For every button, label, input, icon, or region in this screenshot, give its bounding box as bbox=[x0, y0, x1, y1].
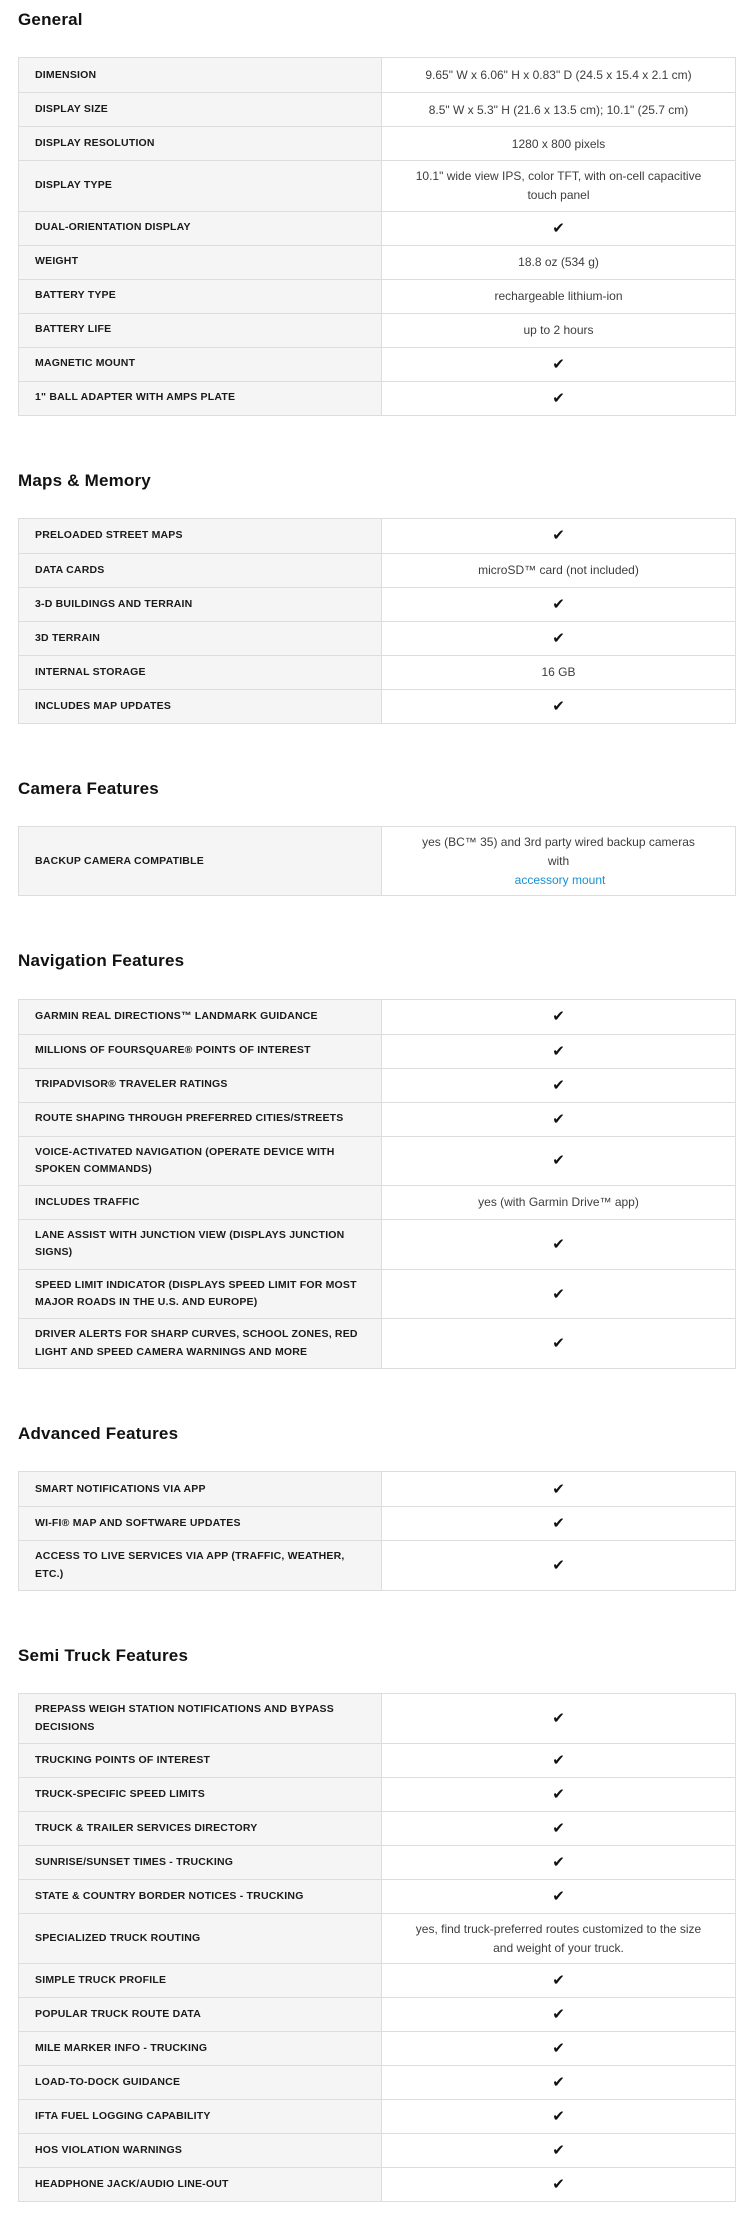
check-icon: ✔ bbox=[552, 2176, 565, 2194]
check-icon: ✔ bbox=[552, 1042, 565, 1060]
spec-label: SIMPLE TRUCK PROFILE bbox=[19, 1964, 382, 1997]
spec-value bbox=[382, 656, 735, 689]
spec-table bbox=[18, 1693, 736, 2202]
spec-value bbox=[382, 1270, 735, 1319]
section-title: Camera Features bbox=[18, 778, 159, 798]
spec-row bbox=[19, 519, 735, 553]
spec-row bbox=[19, 381, 735, 415]
spec-value bbox=[382, 212, 735, 245]
spec-value bbox=[382, 827, 735, 895]
check-icon: ✔ bbox=[552, 1888, 565, 1906]
spec-row bbox=[19, 1318, 735, 1368]
spec-row bbox=[19, 160, 735, 210]
spec-row bbox=[19, 2167, 735, 2201]
check-icon: ✔ bbox=[552, 2074, 565, 2092]
check-icon: ✔ bbox=[552, 1110, 565, 1128]
check-icon: ✔ bbox=[552, 2142, 565, 2160]
spec-row bbox=[19, 1913, 735, 1963]
spec-value-text: yes, find truck-preferred routes customized to the size and weight of your truck. bbox=[415, 1922, 702, 1955]
section-title: Maps & Memory bbox=[18, 470, 151, 490]
check-icon: ✔ bbox=[552, 1786, 565, 1804]
spec-value-text: yes (BC™ 35) and 3rd party wired backup cameras with bbox=[422, 835, 695, 868]
spec-row bbox=[19, 1777, 735, 1811]
spec-label: PRELOADED STREET MAPS bbox=[19, 519, 382, 553]
check-icon: ✔ bbox=[552, 389, 565, 407]
spec-label: 1" BALL ADAPTER WITH AMPS PLATE bbox=[19, 382, 382, 415]
spec-row bbox=[19, 553, 735, 587]
spec-row bbox=[19, 1506, 735, 1540]
spec-value bbox=[382, 1220, 735, 1269]
spec-row bbox=[19, 58, 735, 92]
spec-label: STATE & COUNTRY BORDER NOTICES - TRUCKING bbox=[19, 1880, 382, 1913]
spec-label: DISPLAY RESOLUTION bbox=[19, 127, 382, 160]
spec-value-text: 8.5" W x 5.3" H (21.6 x 13.5 cm); 10.1" (25.7 cm) bbox=[428, 102, 689, 117]
check-icon: ✔ bbox=[552, 1235, 565, 1253]
spec-table bbox=[18, 518, 736, 724]
check-icon: ✔ bbox=[552, 2108, 565, 2126]
spec-row bbox=[19, 313, 735, 347]
spec-label: INCLUDES MAP UPDATES bbox=[19, 690, 382, 723]
spec-label: TRUCK-SPECIFIC SPEED LIMITS bbox=[19, 1778, 382, 1811]
spec-row bbox=[19, 621, 735, 655]
section-title: General bbox=[18, 10, 83, 29]
spec-row bbox=[19, 1743, 735, 1777]
spec-sections bbox=[18, 10, 736, 2202]
spec-row bbox=[19, 1694, 735, 1743]
spec-value bbox=[382, 1103, 735, 1136]
spec-label: ROUTE SHAPING THROUGH PREFERRED CITIES/STREETS bbox=[19, 1103, 382, 1136]
spec-value bbox=[382, 1694, 735, 1743]
spec-label: MAGNETIC MOUNT bbox=[19, 348, 382, 381]
check-icon: ✔ bbox=[552, 2040, 565, 2058]
spec-row bbox=[19, 1997, 735, 2031]
spec-value-text: yes (with Garmin Drive™ app) bbox=[478, 1195, 639, 1210]
spec-label: WEIGHT bbox=[19, 246, 382, 279]
spec-label: PREPASS WEIGH STATION NOTIFICATIONS AND BYPASS DECISIONS bbox=[19, 1694, 382, 1743]
check-icon: ✔ bbox=[552, 595, 565, 613]
spec-row bbox=[19, 1219, 735, 1269]
spec-label: SUNRISE/SUNSET TIMES - TRUCKING bbox=[19, 1846, 382, 1879]
check-icon: ✔ bbox=[552, 2006, 565, 2024]
spec-value bbox=[382, 1744, 735, 1777]
spec-row bbox=[19, 92, 735, 126]
spec-value bbox=[382, 161, 735, 210]
spec-row bbox=[19, 1845, 735, 1879]
spec-row bbox=[19, 126, 735, 160]
spec-row bbox=[19, 1472, 735, 1506]
spec-value-text: rechargeable lithium-ion bbox=[494, 288, 623, 303]
spec-row bbox=[19, 1034, 735, 1068]
spec-label: TRUCK & TRAILER SERVICES DIRECTORY bbox=[19, 1812, 382, 1845]
spec-value bbox=[382, 1812, 735, 1845]
spec-label: DRIVER ALERTS FOR SHARP CURVES, SCHOOL ZONES, RED LIGHT AND SPEED CAMERA WARNINGS AND MORE bbox=[19, 1319, 382, 1368]
spec-row bbox=[19, 1540, 735, 1590]
spec-label: INCLUDES TRAFFIC bbox=[19, 1186, 382, 1219]
spec-value-text: 9.65" W x 6.06" H x 0.83" D (24.5 x 15.4 x 2.1 cm) bbox=[425, 68, 692, 83]
spec-label: TRUCKING POINTS OF INTEREST bbox=[19, 1744, 382, 1777]
spec-row bbox=[19, 1269, 735, 1319]
spec-row bbox=[19, 1000, 735, 1034]
spec-label: DIMENSION bbox=[19, 58, 382, 92]
spec-value bbox=[382, 2032, 735, 2065]
accessory-mount-link[interactable]: accessory mount bbox=[514, 872, 606, 887]
spec-label: MILE MARKER INFO - TRUCKING bbox=[19, 2032, 382, 2065]
spec-value bbox=[382, 2134, 735, 2167]
spec-value bbox=[382, 622, 735, 655]
spec-value bbox=[382, 1186, 735, 1219]
check-icon: ✔ bbox=[552, 1820, 565, 1838]
spec-label: SMART NOTIFICATIONS VIA APP bbox=[19, 1472, 382, 1506]
spec-section bbox=[18, 471, 736, 724]
spec-row bbox=[19, 1879, 735, 1913]
spec-label: GARMIN REAL DIRECTIONS™ LANDMARK GUIDANCE bbox=[19, 1000, 382, 1034]
spec-label: IFTA FUEL LOGGING CAPABILITY bbox=[19, 2100, 382, 2133]
spec-row bbox=[19, 689, 735, 723]
spec-label: 3D TERRAIN bbox=[19, 622, 382, 655]
spec-value bbox=[382, 2100, 735, 2133]
spec-label: INTERNAL STORAGE bbox=[19, 656, 382, 689]
check-icon: ✔ bbox=[552, 697, 565, 715]
spec-table bbox=[18, 1471, 736, 1591]
spec-value bbox=[382, 1069, 735, 1102]
spec-label: POPULAR TRUCK ROUTE DATA bbox=[19, 1998, 382, 2031]
spec-value-text: 18.8 oz (534 g) bbox=[518, 254, 599, 269]
spec-row bbox=[19, 279, 735, 313]
spec-label: VOICE-ACTIVATED NAVIGATION (OPERATE DEVICE WITH SPOKEN COMMANDS) bbox=[19, 1137, 382, 1186]
spec-row bbox=[19, 1068, 735, 1102]
spec-value bbox=[382, 1846, 735, 1879]
spec-row bbox=[19, 245, 735, 279]
spec-label: DISPLAY SIZE bbox=[19, 93, 382, 126]
check-icon: ✔ bbox=[552, 1335, 565, 1353]
spec-value bbox=[382, 690, 735, 723]
spec-label: SPECIALIZED TRUCK ROUTING bbox=[19, 1914, 382, 1963]
spec-value bbox=[382, 1472, 735, 1506]
spec-value bbox=[382, 348, 735, 381]
spec-section bbox=[18, 1424, 736, 1591]
check-icon: ✔ bbox=[552, 527, 565, 545]
spec-value bbox=[382, 127, 735, 160]
check-icon: ✔ bbox=[552, 1008, 565, 1026]
spec-label: DISPLAY TYPE bbox=[19, 161, 382, 210]
spec-value bbox=[382, 1964, 735, 1997]
check-icon: ✔ bbox=[552, 1972, 565, 1990]
spec-value bbox=[382, 382, 735, 415]
spec-value bbox=[382, 1998, 735, 2031]
spec-value bbox=[382, 93, 735, 126]
spec-value-text: 10.1" wide view IPS, color TFT, with on-cell capacitive touch panel bbox=[415, 169, 702, 202]
spec-row bbox=[19, 347, 735, 381]
spec-row bbox=[19, 827, 735, 895]
spec-value-text: 16 GB bbox=[541, 665, 576, 680]
spec-section bbox=[18, 10, 736, 416]
spec-value bbox=[382, 1000, 735, 1034]
spec-value bbox=[382, 280, 735, 313]
spec-label: MILLIONS OF FOURSQUARE® POINTS OF INTEREST bbox=[19, 1035, 382, 1068]
check-icon: ✔ bbox=[552, 1557, 565, 1575]
spec-row bbox=[19, 2065, 735, 2099]
check-icon: ✔ bbox=[552, 1480, 565, 1498]
spec-value bbox=[382, 1035, 735, 1068]
spec-section bbox=[18, 951, 736, 1369]
spec-label: TRIPADVISOR® TRAVELER RATINGS bbox=[19, 1069, 382, 1102]
spec-value bbox=[382, 1541, 735, 1590]
spec-value bbox=[382, 1507, 735, 1540]
spec-value-text: microSD™ card (not included) bbox=[478, 563, 639, 578]
spec-label: 3-D BUILDINGS AND TERRAIN bbox=[19, 588, 382, 621]
spec-value bbox=[382, 246, 735, 279]
spec-section bbox=[18, 779, 736, 896]
spec-row bbox=[19, 1102, 735, 1136]
check-icon: ✔ bbox=[552, 1710, 565, 1728]
spec-table bbox=[18, 57, 736, 415]
spec-value bbox=[382, 2066, 735, 2099]
spec-label: BATTERY TYPE bbox=[19, 280, 382, 313]
spec-label: BACKUP CAMERA COMPATIBLE bbox=[19, 827, 382, 895]
spec-value bbox=[382, 1137, 735, 1186]
spec-label: LANE ASSIST WITH JUNCTION VIEW (DISPLAYS JUNCTION SIGNS) bbox=[19, 1220, 382, 1269]
spec-row bbox=[19, 587, 735, 621]
spec-label: DUAL-ORIENTATION DISPLAY bbox=[19, 212, 382, 245]
spec-section bbox=[18, 1646, 736, 2202]
check-icon: ✔ bbox=[552, 1285, 565, 1303]
spec-table bbox=[18, 826, 736, 896]
spec-value bbox=[382, 1914, 735, 1963]
spec-value bbox=[382, 2168, 735, 2201]
spec-value bbox=[382, 588, 735, 621]
spec-label: HEADPHONE JACK/AUDIO LINE-OUT bbox=[19, 2168, 382, 2201]
spec-row bbox=[19, 2031, 735, 2065]
spec-row bbox=[19, 1185, 735, 1219]
spec-row bbox=[19, 1963, 735, 1997]
spec-value bbox=[382, 58, 735, 92]
spec-value bbox=[382, 1778, 735, 1811]
check-icon: ✔ bbox=[552, 1076, 565, 1094]
check-icon: ✔ bbox=[552, 1152, 565, 1170]
check-icon: ✔ bbox=[552, 355, 565, 373]
spec-label: ACCESS TO LIVE SERVICES VIA APP (TRAFFIC, WEATHER, ETC.) bbox=[19, 1541, 382, 1590]
spec-value-text: up to 2 hours bbox=[523, 322, 594, 337]
spec-label: HOS VIOLATION WARNINGS bbox=[19, 2134, 382, 2167]
check-icon: ✔ bbox=[552, 1752, 565, 1770]
section-title: Navigation Features bbox=[18, 951, 185, 971]
section-title: Advanced Features bbox=[18, 1424, 179, 1444]
spec-row bbox=[19, 2099, 735, 2133]
spec-value bbox=[382, 519, 735, 553]
spec-row bbox=[19, 2133, 735, 2167]
spec-row bbox=[19, 211, 735, 245]
spec-label: DATA CARDS bbox=[19, 554, 382, 587]
spec-row bbox=[19, 1811, 735, 1845]
spec-row bbox=[19, 655, 735, 689]
check-icon: ✔ bbox=[552, 1515, 565, 1533]
spec-row bbox=[19, 1136, 735, 1186]
spec-label: SPEED LIMIT INDICATOR (DISPLAYS SPEED LIMIT FOR MOST MAJOR ROADS IN THE U.S. AND EUROPE) bbox=[19, 1270, 382, 1319]
spec-table bbox=[18, 999, 736, 1370]
spec-value bbox=[382, 1880, 735, 1913]
check-icon: ✔ bbox=[552, 629, 565, 647]
spec-label: WI-FI® MAP AND SOFTWARE UPDATES bbox=[19, 1507, 382, 1540]
spec-value bbox=[382, 1319, 735, 1368]
check-icon: ✔ bbox=[552, 1854, 565, 1872]
section-title: Semi Truck Features bbox=[18, 1646, 189, 1666]
spec-value bbox=[382, 554, 735, 587]
spec-label: BATTERY LIFE bbox=[19, 314, 382, 347]
check-icon: ✔ bbox=[552, 219, 565, 237]
spec-label: LOAD-TO-DOCK GUIDANCE bbox=[19, 2066, 382, 2099]
spec-value-text: 1280 x 800 pixels bbox=[511, 136, 606, 151]
spec-value bbox=[382, 314, 735, 347]
